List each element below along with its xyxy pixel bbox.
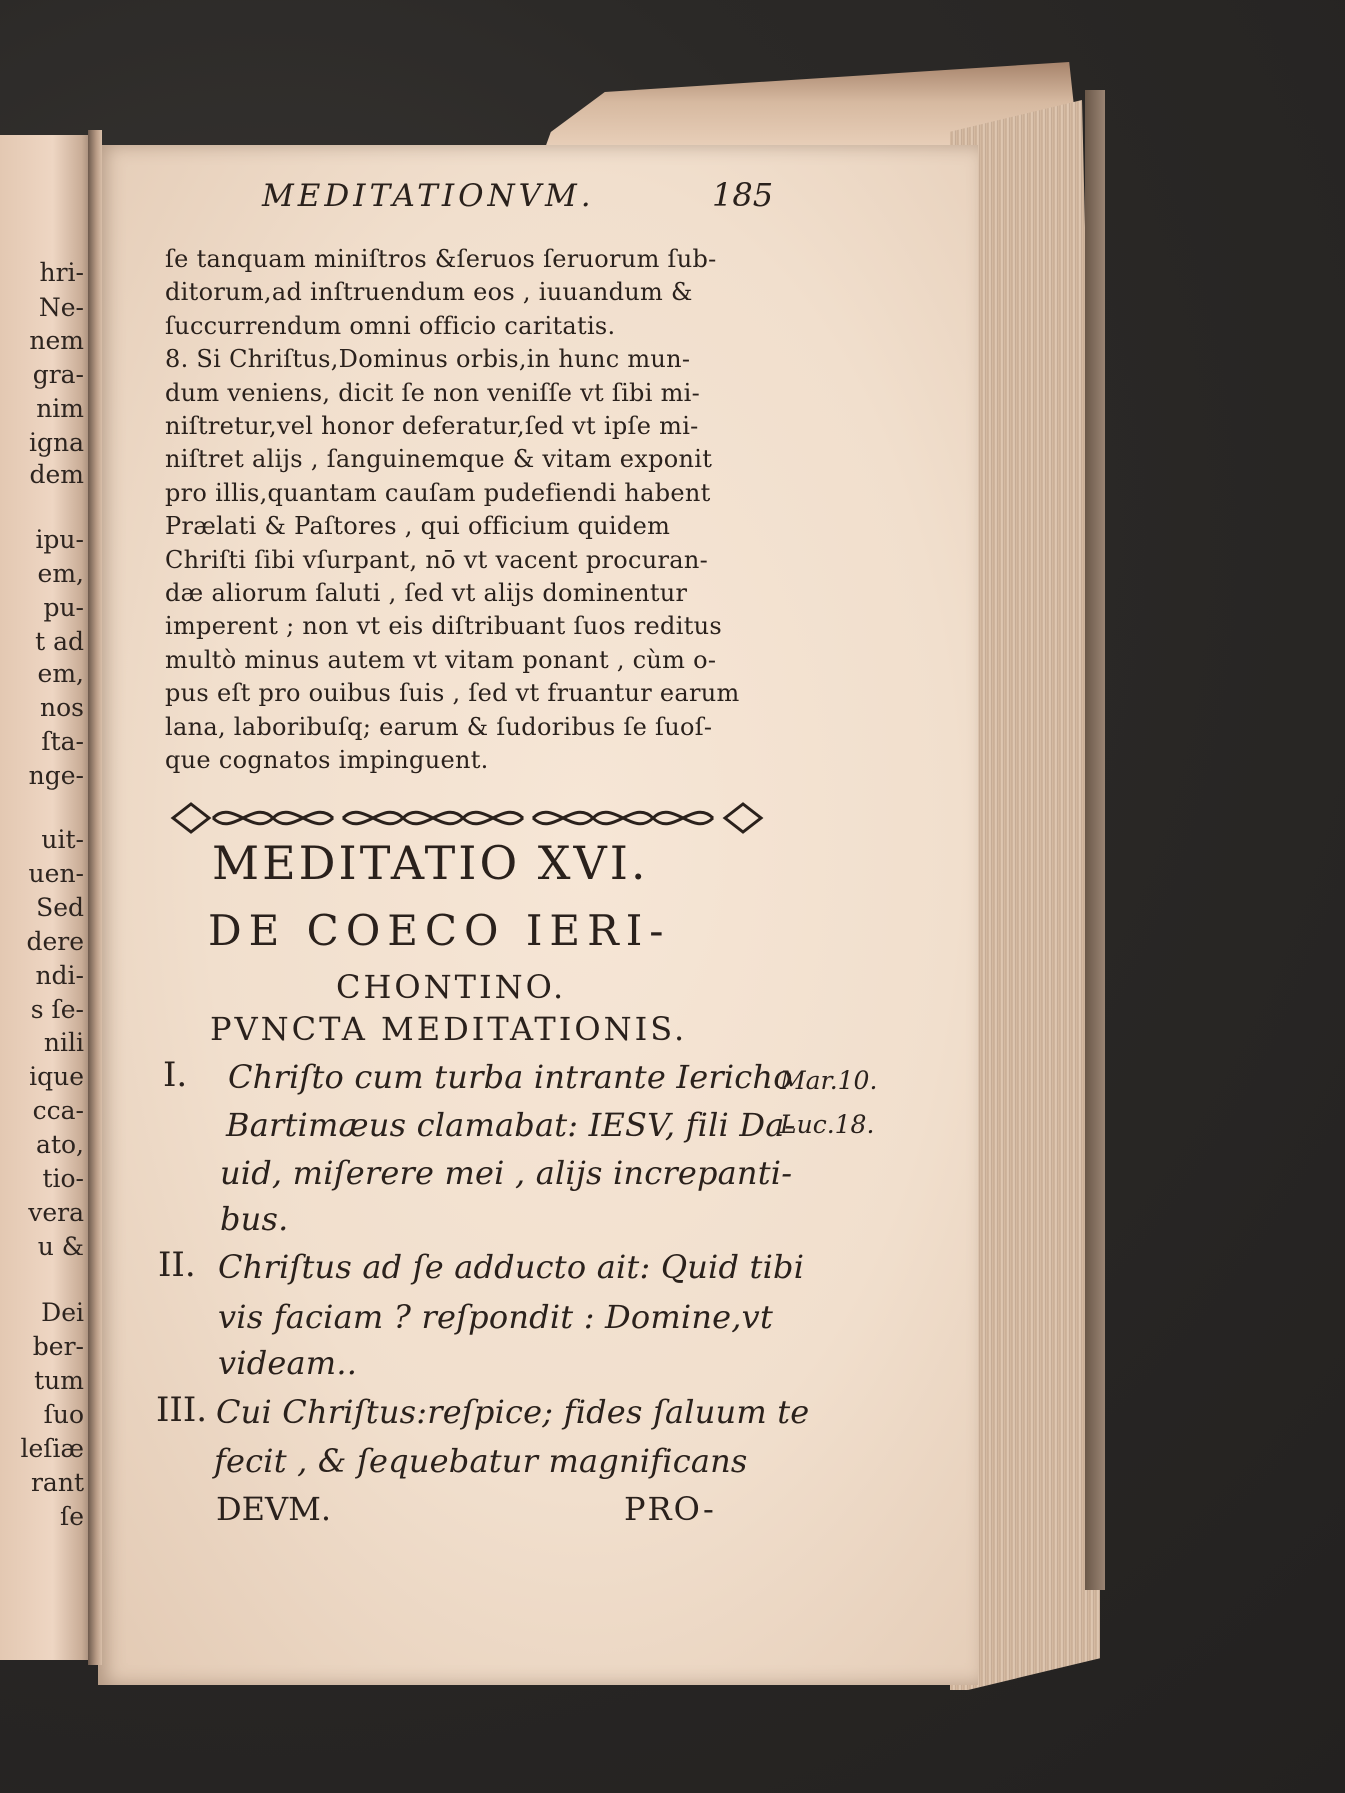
- point-1-line-3: uid, miſerere mei , aliјs increpanti-: [220, 1154, 793, 1192]
- left-page-fragment: t ad: [35, 627, 84, 656]
- left-page-fragment: gra-: [32, 360, 84, 389]
- left-page-fragment: nge-: [28, 761, 84, 790]
- point-2-line-1: Chriſtus ad ſe adducto ait: Quid tibi: [218, 1248, 805, 1286]
- body-line: 8. Si Chriſtus,Dominus orbis,in hunc mun-: [165, 345, 691, 374]
- body-line: ſe tanquam miniſtros &ſeruos ſeruorum ſub-: [165, 245, 717, 273]
- left-page-fragment: ſuo: [43, 1400, 84, 1429]
- point-1-line-4: bus.: [220, 1200, 289, 1238]
- left-page-fragment: leſiæ: [20, 1434, 84, 1463]
- body-line: niſtretur,vel honor deferatur,ſed vt ipſe mi-: [165, 412, 699, 440]
- point-3-line-2: fecit , & ſequebatur magnificans: [214, 1442, 748, 1480]
- body-line: niſtret aliјs , ſanguinemque & vitam exponit: [165, 445, 713, 474]
- left-page-fragment: u &: [37, 1232, 84, 1261]
- point-1-line-2: Bartimæus clamabat: IESV, fili Da-: [226, 1106, 796, 1144]
- body-line: lana, laboribuſq; earum & ſudoribus ſe ſuoſ-: [165, 712, 713, 741]
- point-1-line-1: Chriſto cum turba intrante Iericho: [228, 1058, 793, 1096]
- catchword: PRO-: [624, 1490, 716, 1528]
- left-page-fragment: ique: [29, 1062, 84, 1091]
- left-page-fragment: Ne-: [38, 293, 84, 322]
- points-heading: PVNCTA MEDITATIONIS.: [210, 1010, 688, 1048]
- left-page-fragment: em,: [37, 559, 84, 588]
- body-line: imperent ; non vt eis diſtribuant ſuos reditus: [165, 612, 723, 641]
- point-numeral-1: I.: [163, 1055, 188, 1095]
- point-2-line-3: videam..: [218, 1344, 358, 1382]
- meditation-subtitle-line1: DE COECO IERI-: [208, 906, 671, 955]
- margin-note-mark: Mar.10.: [780, 1066, 878, 1095]
- cover-edge: [1085, 90, 1105, 1590]
- left-page-fragment: em,: [37, 659, 84, 688]
- left-page-fragment: tum: [34, 1366, 84, 1395]
- left-page-fragment: dem: [29, 460, 84, 489]
- body-line: dum veniens, dicit ſe non veniſſe vt ſibi mi-: [165, 378, 701, 407]
- left-page-fragment: ipu-: [35, 525, 84, 554]
- point-3-line-1: Cui Chriſtus:reſpice; fides ſaluum te: [216, 1393, 810, 1431]
- left-page-fragment: igna: [28, 428, 84, 457]
- left-page-fragment: uen-: [28, 859, 84, 888]
- body-line: Prælati & Paſtores , qui officium quidem: [165, 512, 671, 541]
- left-page-fragment: ber-: [32, 1332, 84, 1361]
- left-page-fragment: hri-: [39, 258, 84, 287]
- body-line: Chriſti ſibi vſurpant, nō vt vacent procuran-: [165, 545, 709, 574]
- point-numeral-2: II.: [158, 1245, 196, 1285]
- left-page-fragment: ſe: [59, 1502, 84, 1531]
- body-line: multò minus autem vt vitam ponant , cùm o-: [165, 645, 717, 674]
- left-page-fragment: dere: [26, 927, 84, 956]
- left-page-fragment: vera: [28, 1198, 84, 1227]
- left-page-fragment: nili: [43, 1028, 84, 1057]
- left-page-fragment: nem: [29, 326, 84, 355]
- point-3-line-3: DEVM.: [216, 1490, 332, 1528]
- body-line: pus eſt pro ouibus ſuis , ſed vt fruantur earum: [165, 679, 740, 708]
- left-page-fragment: Sed: [36, 893, 84, 922]
- body-line: dæ aliorum ſaluti , ſed vt aliјs dominentur: [165, 579, 688, 607]
- ornament-band: [165, 796, 770, 840]
- body-line: ditorum,ad inſtruendum eos , iuuandum &: [165, 278, 693, 307]
- left-page-fragment: cca-: [32, 1096, 84, 1125]
- running-header: MEDITATIONVM.: [262, 178, 595, 214]
- left-page-fragment: rant: [30, 1468, 84, 1497]
- body-line: ſuccurrendum omni officio caritatis.: [165, 311, 616, 340]
- body-line: pro illis,quantam cauſam pudefiendi habent: [165, 478, 711, 507]
- point-2-line-2: vis faciam ? reſpondit : Domine,vt: [218, 1298, 774, 1336]
- left-page-fragment: tio-: [42, 1164, 84, 1193]
- body-line: que cognatos impinguent.: [165, 746, 489, 774]
- book-gutter: [88, 130, 102, 1665]
- left-page-fragment: ſta-: [41, 727, 84, 756]
- left-page-fragment: pu-: [43, 593, 84, 622]
- left-page-fragment: nos: [40, 693, 84, 722]
- meditation-subtitle-line2: CHONTINO.: [336, 968, 567, 1006]
- left-page-fragment: s ſe-: [30, 995, 84, 1024]
- left-page-fragment: nim: [36, 394, 84, 423]
- left-page-fragment: ato,: [36, 1130, 84, 1159]
- page-number: 185: [712, 176, 774, 214]
- meditation-title: MEDITATIO XVI.: [212, 836, 649, 890]
- left-page-fragment: uit-: [41, 825, 84, 854]
- left-page-fragment: ndi-: [35, 961, 84, 990]
- point-numeral-3: III.: [156, 1390, 208, 1430]
- margin-note-luke: Luc.18.: [780, 1110, 875, 1139]
- left-page-fragment: Dei: [41, 1298, 84, 1327]
